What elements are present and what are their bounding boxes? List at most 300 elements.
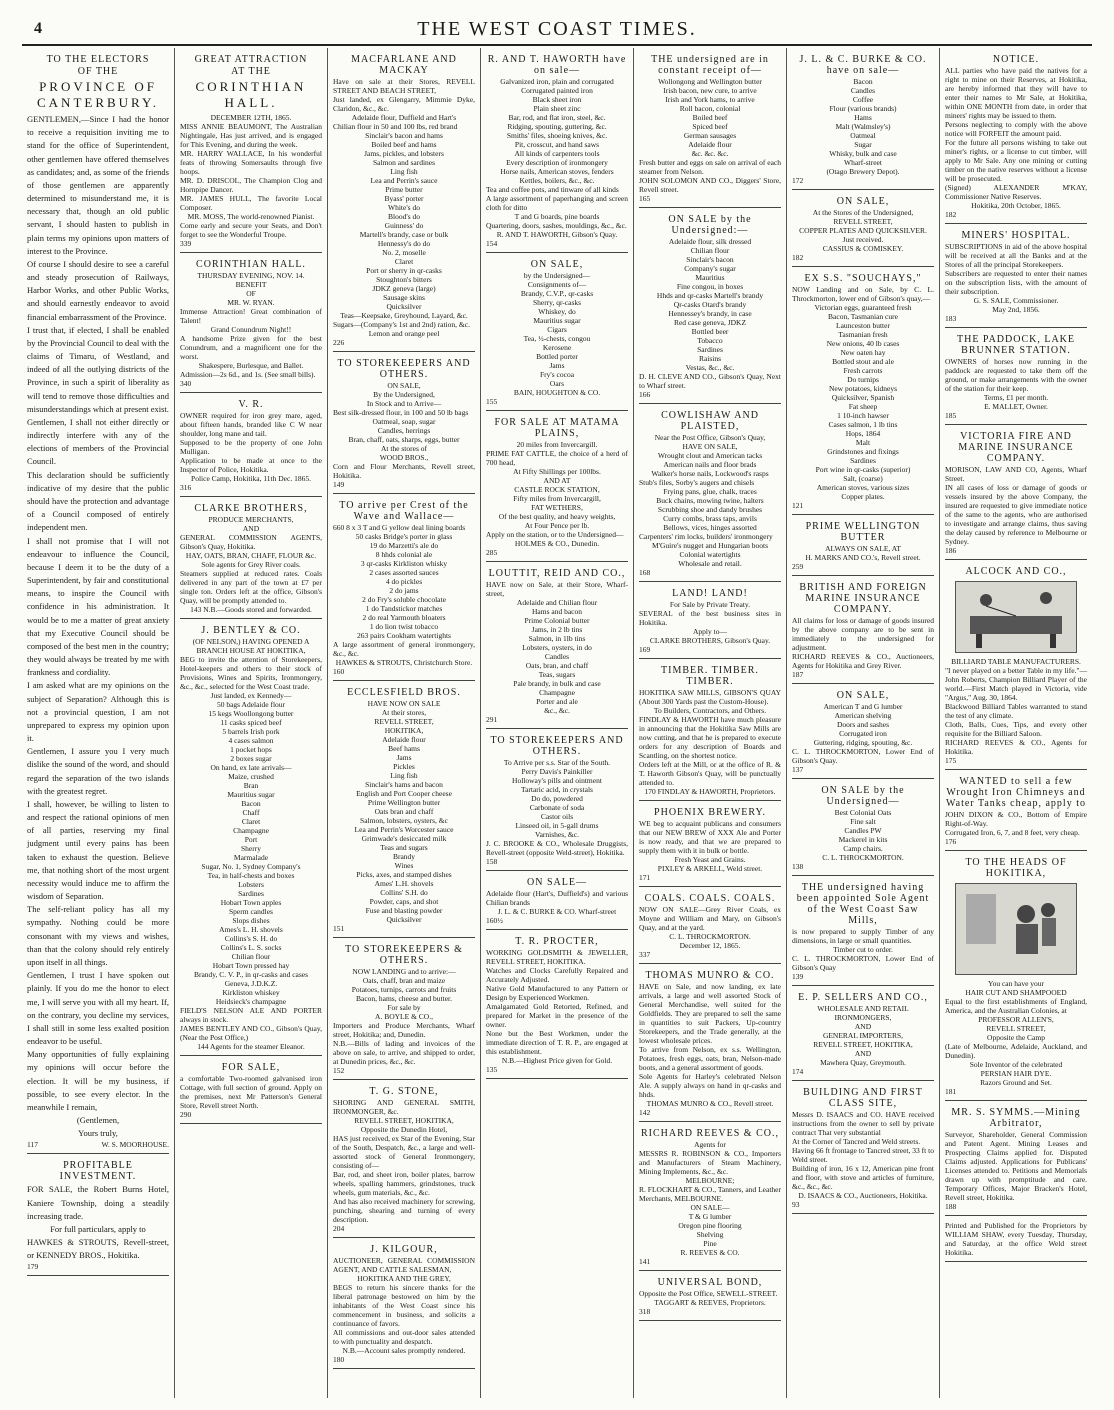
- ad-text: 1 pocket hops: [230, 745, 272, 754]
- ad-text: Gentlemen, I assure you I very much dislike the sound of the word, and should regard the separation of the two islands with the greatest regret.: [27, 746, 169, 796]
- ad-text: By the Undersigned,: [373, 390, 435, 399]
- ad-text: BRANCH HOUSE AT HOKITIKA,: [196, 646, 306, 655]
- ad-footer: [486, 916, 628, 925]
- ad-text: is now prepared to supply Timber of any dimensions, in large or small quantities.: [792, 927, 934, 945]
- ad-text: NOW LANDING and to arrive:—: [352, 967, 456, 976]
- ad-number: 158: [486, 857, 498, 866]
- ad-number: 152: [333, 1066, 345, 1075]
- ad-text: Bar, rod, and sheet iron, boiler plates, barrow wheels, spalling hammers, grindstones, truck wheels, gum materials, &c., &c.: [333, 1170, 475, 1197]
- ad-text: Candles, herrings: [377, 426, 431, 435]
- ad-text: WORKING GOLDSMITH & JEWELLER, REVELL STREET, HOKITIKA.: [486, 948, 628, 966]
- ad-number: 168: [639, 568, 651, 577]
- ad-footer: [333, 1066, 475, 1075]
- ad-footer: [486, 1065, 628, 1074]
- ad-text: 2 do jams: [389, 586, 419, 595]
- ad-text: English and Port Cooper cheese: [356, 789, 452, 798]
- ad-heading: BRITISH AND FOREIGN MARINE INSURANCE COMPANY.: [799, 582, 927, 615]
- ad-number: 139: [792, 972, 804, 981]
- ad-heading: EX S.S. "SOUCHAYS,": [804, 273, 922, 284]
- ad-text: NOW Landing and on Sale, by C. L. Throckmorton, lower end of Gibson's quay,—: [792, 285, 934, 303]
- ad-text: Carpenters' rim locks, builders' ironmongery: [639, 532, 773, 541]
- ad-text: Sinclair's hams and bacon: [365, 780, 443, 789]
- ad-text: Plain sheet zinc: [533, 104, 581, 113]
- ad-text: And has also received machinery for screwing, punching, shearing and turning of every description.: [333, 1197, 475, 1224]
- ad-text: by the Undersigned—: [523, 271, 591, 280]
- newspaper-title: THE WEST COAST TIMES.: [417, 18, 697, 40]
- ad-text: Picks, axes, and stamped dishes: [356, 870, 452, 879]
- advertisement: [639, 803, 781, 887]
- ad-text: Smiths' files, shoeing knives, &c.: [506, 131, 608, 140]
- ad-text: Mauritius: [695, 273, 725, 282]
- ad-text: American T and G lumber: [823, 702, 903, 711]
- ad-text: For sale by: [387, 1003, 421, 1012]
- ad-text: R. FLOCKHART & CO., Tanners, and Leather Merchants, MELBOURNE.: [639, 1185, 781, 1203]
- ad-text: Blackwood Billiard Tables warranted to stand the test of any climate.: [945, 702, 1087, 720]
- ad-heading: ON SALE by the Undersigned:—: [668, 214, 752, 236]
- ad-number: 117: [27, 1140, 38, 1150]
- ad-text: 660 8 x 3 T and G yellow deal lining boards: [333, 523, 466, 532]
- ad-text: 2 boxes sugar: [230, 754, 272, 763]
- ad-text: Hops, 1864: [845, 429, 881, 438]
- ad-footer: [333, 338, 475, 347]
- ad-text: GENERAL IMPORTERS,: [822, 1031, 904, 1040]
- barber-shop-illustration: [955, 883, 1077, 975]
- ad-text: Supposed to be the property of one John Mulligan.: [180, 438, 322, 456]
- ad-text: Candles: [850, 86, 876, 95]
- ad-text: HAVE NOW ON SALE: [367, 699, 441, 708]
- ad-number: 171: [639, 873, 651, 882]
- advertisement: [792, 781, 934, 876]
- ad-text: Of the best quality, and heavy weights,: [498, 512, 616, 521]
- ad-text: BILLIARD TABLE MANUFACTURERS.: [951, 657, 1081, 666]
- ad-footer: [180, 379, 322, 388]
- ad-text: Beef hams: [388, 744, 420, 753]
- advertisement: [27, 50, 169, 1154]
- ad-number: 339: [180, 239, 192, 248]
- ad-text: Just landed, ex Glengarry, Mimmie Dyke, Claridon, &c., &c.: [333, 95, 475, 113]
- ad-text: To Builders, Contractors, and Others.: [653, 706, 767, 715]
- ad-heading: THE undersigned having been appointed Sole Agent of the West Coast Saw Mills,: [796, 882, 930, 926]
- ad-text: Cases salmon, 1 lb tins: [828, 420, 898, 429]
- ad-text: Spiced beef: [692, 122, 728, 131]
- ad-text: A. BOYLE & CO.,: [375, 1012, 433, 1021]
- ad-footer: [945, 837, 1087, 846]
- ad-footer: [945, 546, 1087, 555]
- ad-text: Having 66 ft frontage to Tancred street, 33 ft to Weld street.: [792, 1146, 934, 1164]
- ad-text: Best silk-dressed flour, in 100 and 50 lb bags: [333, 408, 469, 417]
- ad-text: FINDLAY & HAWORTH have much pleasure in announcing that the Hokitika Saw Mills are now cutting, and that he is prepared to execute orders for any description of Boards and Scantling, on the shortest notice.: [639, 715, 781, 760]
- ad-heading: J. L. & C. BURKE & CO. have on sale—: [799, 54, 927, 76]
- ad-footer: [792, 972, 934, 981]
- ad-text: Brandy: [392, 852, 416, 861]
- ad-text: Oats bran and chaff: [374, 807, 434, 816]
- ad-footer: [792, 1067, 934, 1076]
- ad-text: (Late of Melbourne, Adelaide, Auckland, and Dunedin).: [945, 1042, 1087, 1060]
- ad-text: Coffee: [852, 95, 874, 104]
- ad-heading: LAND! LAND!: [672, 588, 748, 599]
- ad-text: Claret: [394, 257, 414, 266]
- ad-text: Steamers supplied at reduced rates. Coals delivered in any part of the town at £7 per single ton. Orders left at the office, Gibson's Quay, will be promptly attended to.: [180, 569, 322, 605]
- ad-text: Many opportunities of fully explaining my opinions will occur before the election. It will be my business, if possible, to see every elector. In the meanwhile I remain,: [27, 1049, 169, 1112]
- ad-text: Grand Conundrum Night!!: [210, 325, 292, 334]
- ad-text: Prime Colonial butter: [524, 616, 590, 625]
- ad-text: To arrive from Nelson, ex s.s. Wellington, Potatoes, fresh eggs, oats, bran, Nelson-made boots, and a general assortment of goods.: [639, 1045, 781, 1072]
- ad-text: WOOD BROS.,: [379, 453, 429, 462]
- ad-text: Fresh carrots: [843, 366, 883, 375]
- ad-footer: [945, 756, 1087, 765]
- ad-text: 2 do real Yarmouth bloaters: [362, 613, 446, 622]
- ad-heading: BUILDING AND FIRST CLASS SITE,: [803, 1087, 923, 1109]
- ad-text: Bellows, vices, hinges assorted: [663, 523, 757, 532]
- ad-text: Native Gold Manufactured to any Pattern or Design by Experienced Workmen.: [486, 984, 628, 1002]
- ad-footer: [333, 667, 475, 676]
- ad-subheading: OF THE: [77, 66, 119, 77]
- ad-text: Sole Agents for Harley's celebrated Nelson Ale. A supply always on hand in qr-casks and hhds.: [639, 1072, 781, 1099]
- ad-text: Fine salt: [850, 817, 876, 826]
- ad-number: 337: [639, 950, 651, 959]
- advertisement: [180, 255, 322, 393]
- ad-text: PIXLEY & ARKELL, Weld street.: [657, 864, 763, 873]
- ad-heading: TO arrive per Crest of the Wave and Wallace—: [339, 500, 469, 522]
- ad-text: At their stores,: [381, 708, 427, 717]
- advertisement: [639, 584, 781, 659]
- ad-text: SEVERAL of the best business sites in Hokitika.: [639, 609, 781, 627]
- ad-text: Ames' L.H. shovels: [374, 879, 434, 888]
- ad-text: Port: [244, 835, 258, 844]
- ad-text: White's do: [388, 203, 420, 212]
- ad-text: (OF NELSON,) HAVING OPENED A: [192, 637, 310, 646]
- ad-text: NOW ON SALE—Grey River Coals, ex Moyne and William and Mary, on Gibson's Quay, and at the yard.: [639, 905, 781, 932]
- ad-text: C. L. THROCKMORTON.: [822, 853, 904, 862]
- ad-footer: [792, 253, 934, 262]
- ad-footer: [486, 397, 628, 406]
- ad-text: All commissions and out-door sales attended to with punctuality and despatch.: [333, 1328, 475, 1346]
- ad-text: HAIR CUT AND SHAMPOOED: [965, 988, 1067, 997]
- ad-footer: [27, 1262, 169, 1271]
- ad-text: Irish and York hams, to arrive: [665, 95, 755, 104]
- ad-text: N.B.—Bills of lading and invoices of the above on sale, to arrive, and shipped to order, at Dunedin prices, &c., &c.: [333, 1039, 475, 1066]
- ad-footer: [945, 411, 1087, 420]
- ad-text: JDKZ geneva (large): [372, 284, 436, 293]
- ad-text: Guinness' do: [384, 221, 424, 230]
- ad-text: Lobsters, oysters, in do: [522, 643, 592, 652]
- ad-text: Chaff: [242, 808, 260, 817]
- ad-text: Victorian eggs, guaranteed fresh: [814, 303, 912, 312]
- ad-text: To Arrive per s.s. Star of the South.: [503, 758, 611, 767]
- ad-text: Pale brandy, in bulk and case: [513, 679, 601, 688]
- ad-text: 20 miles from Invercargill.: [516, 440, 598, 449]
- ad-text: Malt: [855, 438, 871, 447]
- ad-text: Bran: [243, 781, 259, 790]
- ad-text: Application to be made at once to the Inspector of Police, Hokitika.: [180, 456, 322, 474]
- ad-text: Jams: [396, 753, 412, 762]
- ad-signature: W. S. MOORHOUSE.: [101, 1140, 169, 1150]
- ad-text: Galvanized iron, plain and corrugated: [500, 77, 614, 86]
- ad-text: MESSRS R. ROBINSON & CO., Importers and Manufacturers of Steam Machinery, Mining Implements, &c., &c.: [639, 1149, 781, 1176]
- ad-number: 155: [486, 397, 498, 406]
- ad-text: I am asked what are my opinions on the subject of Separation? Although this is not a provincial question, I am not unprepared to express my opinion upon it.: [27, 680, 169, 744]
- ad-text: Geneva, J.D.K.Z.: [224, 979, 278, 988]
- ad-footer: [486, 239, 628, 248]
- ad-text: Sole Inventor of the celebrated: [969, 1060, 1063, 1069]
- ad-text: Fry's cocoa: [539, 370, 575, 379]
- ad-heading: TIMBER. TIMBER. TIMBER.: [661, 665, 759, 687]
- advertisement: [792, 878, 934, 986]
- ad-text: Opposite the Post Office, SEWELL-STREET.: [639, 1289, 778, 1298]
- ad-text: a comfortable Two-roomed galvanised iron Cottage, with full section of ground. Apply on the premises, next Mr Patterson's General Store, Revell street North.: [180, 1074, 322, 1110]
- ad-text: ALWAYS ON SALE, AT: [825, 544, 901, 553]
- ad-text: Mauritius sugar: [227, 790, 275, 799]
- ad-text: HAWKES & STROUTS, Revell-street, or KENNEDY BROS., Hokitika.: [27, 1237, 169, 1261]
- ad-number: 186: [945, 546, 957, 555]
- advertisement: [180, 395, 322, 497]
- ad-text: 50 bags Adelaide flour: [216, 700, 286, 709]
- ad-text: Timber cut to order.: [833, 945, 893, 954]
- ad-text: A handsome Prize given for the best Conundrum, and a magnificent one for the worst.: [180, 334, 322, 361]
- ad-text: Watches and Clocks Carefully Repaired and Accurately Adjusted.: [486, 966, 628, 984]
- ad-text: Sherry: [241, 844, 261, 853]
- page-number: 4: [34, 20, 42, 37]
- ad-text: Bottled beer: [691, 327, 729, 336]
- ad-text: Lea and Perrin's Worcester sauce: [354, 825, 454, 834]
- ad-text: Adelaide flour, silk dressed: [668, 237, 752, 246]
- ad-heading: CORINTHIAN HALL.: [196, 259, 306, 270]
- ad-text: Colonial watertights: [679, 550, 741, 559]
- ad-text: CASSIUS & COMISKEY.: [822, 244, 904, 253]
- ad-footer: [945, 314, 1087, 323]
- ad-text: HAVE ON SALE,: [682, 442, 738, 451]
- advertisement: [945, 226, 1087, 328]
- ad-text: German sausages: [683, 131, 737, 140]
- ad-text: WHOLESALE AND RETAIL IRONMONGERS,: [817, 1004, 909, 1022]
- ad-text: Linseed oil, in 5-gall drums: [515, 821, 599, 830]
- ad-number: 174: [792, 1067, 804, 1076]
- ad-text: Subscribers are requested to enter their names on the subscription lists, with the amount of their subscription.: [945, 269, 1087, 296]
- ad-text: Stoughton's bitters: [376, 275, 432, 284]
- masthead: [22, 14, 1092, 46]
- ad-text: Do do, powdered: [531, 794, 583, 803]
- ad-heading: E. P. SELLERS AND CO.,: [798, 992, 928, 1003]
- advertisement: [486, 255, 628, 411]
- ad-text: REVELL STREET,: [833, 217, 893, 226]
- ad-text: T & G lumber: [688, 1212, 732, 1221]
- ad-text: SHORING AND GENERAL SMITH, IRONMONGER, &c.: [333, 1098, 475, 1116]
- ad-text: Hams and bacon: [532, 607, 582, 616]
- advertisement: [333, 683, 475, 938]
- ad-text: At the Stores of the Undersigned,: [812, 208, 914, 217]
- ad-text: Varnishes, &c.: [535, 830, 579, 839]
- ad-footer: [486, 857, 628, 866]
- ad-heading: THE PADDOCK, LAKE BRUNNER STATION.: [956, 334, 1076, 356]
- ad-text: Potatoes, turnips, carrots and fruits: [351, 985, 457, 994]
- ad-text: Irish bacon, new cure, to arrive: [663, 86, 757, 95]
- ad-footer: [792, 862, 934, 871]
- ad-text: Fresh Yeast and Grains.: [674, 855, 746, 864]
- ad-text: Champagne: [539, 688, 575, 697]
- ad-text: REVELL STREET, HOKITIKA,: [813, 1040, 913, 1049]
- advertisement: [945, 50, 1087, 224]
- ad-text: Orders left at the Mill, or at the office of R. & T. Haworth Gibson's Quay, will be punctually attended to.: [639, 760, 781, 787]
- ad-text: 1 do Tandstickor matches: [365, 604, 443, 613]
- ad-text: OWNERS of horses now running in the paddock are requested to take them off the ground, or make arrangements with the owner of the station for their keep.: [945, 357, 1087, 393]
- ad-text: All kinds of carpenters tools: [514, 149, 600, 158]
- ad-text: Mawhera Quay, Greymouth.: [820, 1058, 906, 1067]
- ad-footer: [945, 1087, 1087, 1096]
- ad-text: Byass' porter: [384, 194, 424, 203]
- ad-text: American shelving: [834, 711, 892, 720]
- ad-heading: T. R. PROCTER,: [515, 936, 599, 947]
- ad-text: CLARKE BROTHERS, Gibson's Quay.: [649, 636, 771, 645]
- ad-text: Claret: [241, 817, 261, 826]
- ad-text: Perry Davis's Painkiller: [521, 767, 593, 776]
- ad-text: Equal to the first establishments of England, America, and the Australian Colonies, at: [945, 997, 1087, 1015]
- ad-text: Bottled stout and ale: [832, 357, 894, 366]
- ad-heading: NOTICE.: [992, 54, 1040, 65]
- ad-footer: [333, 1224, 475, 1233]
- advertisement: [27, 1156, 169, 1276]
- ad-text: At Four Pence per lb.: [524, 521, 590, 530]
- ad-text: N.B.—Account sales promptly rendered.: [342, 1346, 466, 1355]
- ad-text: 144 Agents for the steamer Eleanor.: [197, 1042, 305, 1051]
- ad-text: GENTLEMEN,—Since I had the honor to receive a requisition inviting me to stand for the office of Superintendent, other gentlemen have offered themselves as candidates; and, as some of the friends of those gentlemen are apparently determined to misunderstand me, it is necessary that, though an old public servant, I should hasten to publish in plain terms my opinions upon matters of interest to the Province.: [27, 114, 169, 256]
- ad-number: 226: [333, 338, 345, 347]
- ad-heading: TO STOREKEEPERS AND OTHERS.: [490, 735, 624, 757]
- ad-text: 19 do Marzetti's ale do: [369, 541, 439, 550]
- ad-heading: TO THE HEADS OF HOKITIKA,: [965, 857, 1067, 879]
- ad-text: This declaration should be sufficiently indicative of my desire that the public should have the protection and advantage of a Council composed of entirely independent men.: [27, 469, 169, 533]
- ad-text: CASTLE ROCK STATION,: [514, 485, 600, 494]
- column-3: [328, 48, 481, 1398]
- ad-text: HOKITIKA AND THE GREY,: [357, 1274, 451, 1283]
- ad-footer: [486, 548, 628, 557]
- ad-text: Cloth, Balls, Cues, Tips, and every other requisite for the Billiard Saloon.: [945, 720, 1087, 738]
- ad-text: BAIN, HOUGHTON & CO.: [513, 388, 601, 397]
- ad-text: At the stores of: [380, 444, 428, 453]
- ad-number: 259: [792, 562, 804, 571]
- ad-number: 291: [486, 715, 498, 724]
- ad-text: Yours truly,: [78, 1128, 118, 1139]
- advertisement: [792, 578, 934, 684]
- ad-text: Jams, pickles, and lobsters: [364, 149, 444, 158]
- ad-text: MELBOURNE;: [685, 1176, 735, 1185]
- ad-text: At the Corner of Tancred and Weld streets.: [792, 1137, 921, 1146]
- advertisement: [486, 564, 628, 729]
- ad-text: Stub's files, Sorby's augers and chisels: [639, 478, 755, 487]
- ad-heading: ON SALE,: [836, 196, 890, 207]
- ad-heading: PROFITABLE INVESTMENT.: [59, 1160, 137, 1183]
- ad-number: 187: [792, 670, 804, 679]
- ad-heading: TO THE ELECTORS: [46, 54, 150, 65]
- ad-text: PRIME FAT CATTLE, the choice of a herd of 700 head,: [486, 449, 628, 467]
- advertisement: [486, 413, 628, 562]
- ad-text: BEGS to return his sincere thanks for the liberal patronage bestowed on him by the inhabitants of the West Coast since his commencement in business, and solicits a continuance of favors.: [333, 1283, 475, 1328]
- column-1: [22, 48, 175, 1398]
- advertisement: [945, 772, 1087, 851]
- ad-text: Kirkliston whiskey: [222, 988, 280, 997]
- ad-text: ON SALE—: [690, 1203, 730, 1212]
- ad-text: (Gentlemen,: [76, 1115, 120, 1126]
- ad-text: I trust that, if elected, I shall be enabled by the Provincial Council to deal with the claims of Timaru, of Westland, and indeed of all the outlying districts of the Province, in such a spirit of liberality as will tend to remove those difficulties and misunderstandings which at present exist.: [27, 324, 169, 414]
- ad-footer: [792, 176, 934, 185]
- column-6: [787, 48, 940, 1398]
- ad-text: Tasmanian fresh: [838, 330, 888, 339]
- ad-text: GENERAL COMMISSION AGENTS, Gibson's Quay, Hokitika.: [180, 533, 322, 551]
- column-5: [634, 48, 787, 1398]
- ad-text: MR. MOSS, The world-renowned Pianist.: [187, 212, 315, 221]
- ad-text: In Stock and to Arrive—: [366, 399, 442, 408]
- ad-text: Sausage skins: [383, 293, 425, 302]
- ad-number: 154: [486, 239, 498, 248]
- ad-text: Hobart Town pressed hay: [212, 961, 290, 970]
- ad-text: H. MARKS AND CO.'s, Revell street.: [805, 553, 921, 562]
- ad-text: Oats, bran, and chaff: [525, 661, 589, 670]
- ad-text: Champagne: [233, 826, 269, 835]
- ad-text: D. ISAACS & CO., Auctioneers, Hokitika.: [798, 1191, 928, 1200]
- ad-text: Hennessy's do do: [377, 239, 431, 248]
- ad-text: Sardines: [697, 345, 723, 354]
- ad-text: COPPER PLATES AND QUICKSILVER.: [799, 226, 927, 235]
- ad-text: Fresh butter and eggs on sale on arrival of each steamer from Nelson.: [639, 158, 781, 176]
- ad-text: Buck chains, mowing twine, halters: [656, 496, 764, 505]
- ad-number: 151: [333, 924, 345, 933]
- ad-heading: PHOENIX BREWERY.: [654, 807, 766, 818]
- ad-number: 142: [639, 1108, 651, 1117]
- ad-footer: [792, 562, 934, 571]
- ad-text: Come early and secure your Seats, and Don't forget to see the Wonderful Troupe.: [180, 221, 322, 239]
- advertisement: [639, 661, 781, 801]
- ad-heading: GREAT ATTRACTION: [194, 54, 308, 65]
- ad-text: Hhds and qr-casks Martell's brandy: [656, 291, 764, 300]
- ad-heading: FOR SALE,: [221, 1062, 281, 1073]
- ad-text: Ling fish: [390, 771, 418, 780]
- ad-text: HAVE on Sale, and now landing, ex late arrivals, a large and well assorted Stock of General Merchandise, well suited for the Goldfields. They are prepared to sell the same in quantities to suit Packers, Up-country Storekeepers, and the Trade generally, at the lowest wholesale prices.: [639, 982, 781, 1045]
- ad-text: Razors Ground and Set.: [980, 1078, 1052, 1087]
- advertisement: [486, 50, 628, 253]
- ad-text: Quicksilver: [386, 302, 422, 311]
- ad-number: 318: [639, 1307, 651, 1316]
- ad-text: Doors and sashes: [836, 720, 890, 729]
- ad-text: 50 casks Bridge's porter in glass: [355, 532, 453, 541]
- ad-text: Mackerel in kits: [838, 835, 888, 844]
- ad-text: Hobart Town apples: [220, 898, 282, 907]
- ad-text: (Signed) ALEXANDER M'KAY, Commissioner Native Reserves.: [945, 183, 1087, 201]
- ad-text: Ling fish: [390, 167, 418, 176]
- ad-text: Whisky, bulk and case: [829, 149, 897, 158]
- ad-number: 135: [486, 1065, 498, 1074]
- ad-footer: [639, 645, 781, 654]
- ad-text: Marmalade: [233, 853, 269, 862]
- ad-text: JOHN SOLOMON AND CO., Diggers' Store, Revell street.: [639, 176, 781, 194]
- ad-number: 188: [945, 1202, 957, 1211]
- ad-text: Salmon, in 1lb tins: [528, 634, 586, 643]
- ad-heading: ON SALE by the Undersigned—: [821, 785, 905, 807]
- ad-number: 316: [180, 483, 192, 492]
- ad-text: 15 kegs Woollongong butter: [208, 709, 294, 718]
- ad-text: Candles PW: [844, 826, 882, 835]
- advertisement: [945, 427, 1087, 560]
- ad-text: Wrought clout and American tacks: [657, 451, 763, 460]
- advertisement: [333, 496, 475, 681]
- ad-text: AND: [854, 1049, 872, 1058]
- advertisement: [639, 406, 781, 582]
- ad-text: Just received.: [842, 235, 884, 244]
- ad-text: Chilian flour: [231, 952, 271, 961]
- ad-text: Holloway's pills and ointment: [512, 776, 602, 785]
- ad-text: Oats, chaff, bran and maize: [362, 976, 446, 985]
- ad-text: Powder, caps, and shot: [369, 897, 439, 906]
- ad-text: Corrugated Iron, 6, 7, and 8 feet, very cheap.: [945, 828, 1080, 837]
- ad-text: Martell's brandy, case or bulk: [359, 230, 449, 239]
